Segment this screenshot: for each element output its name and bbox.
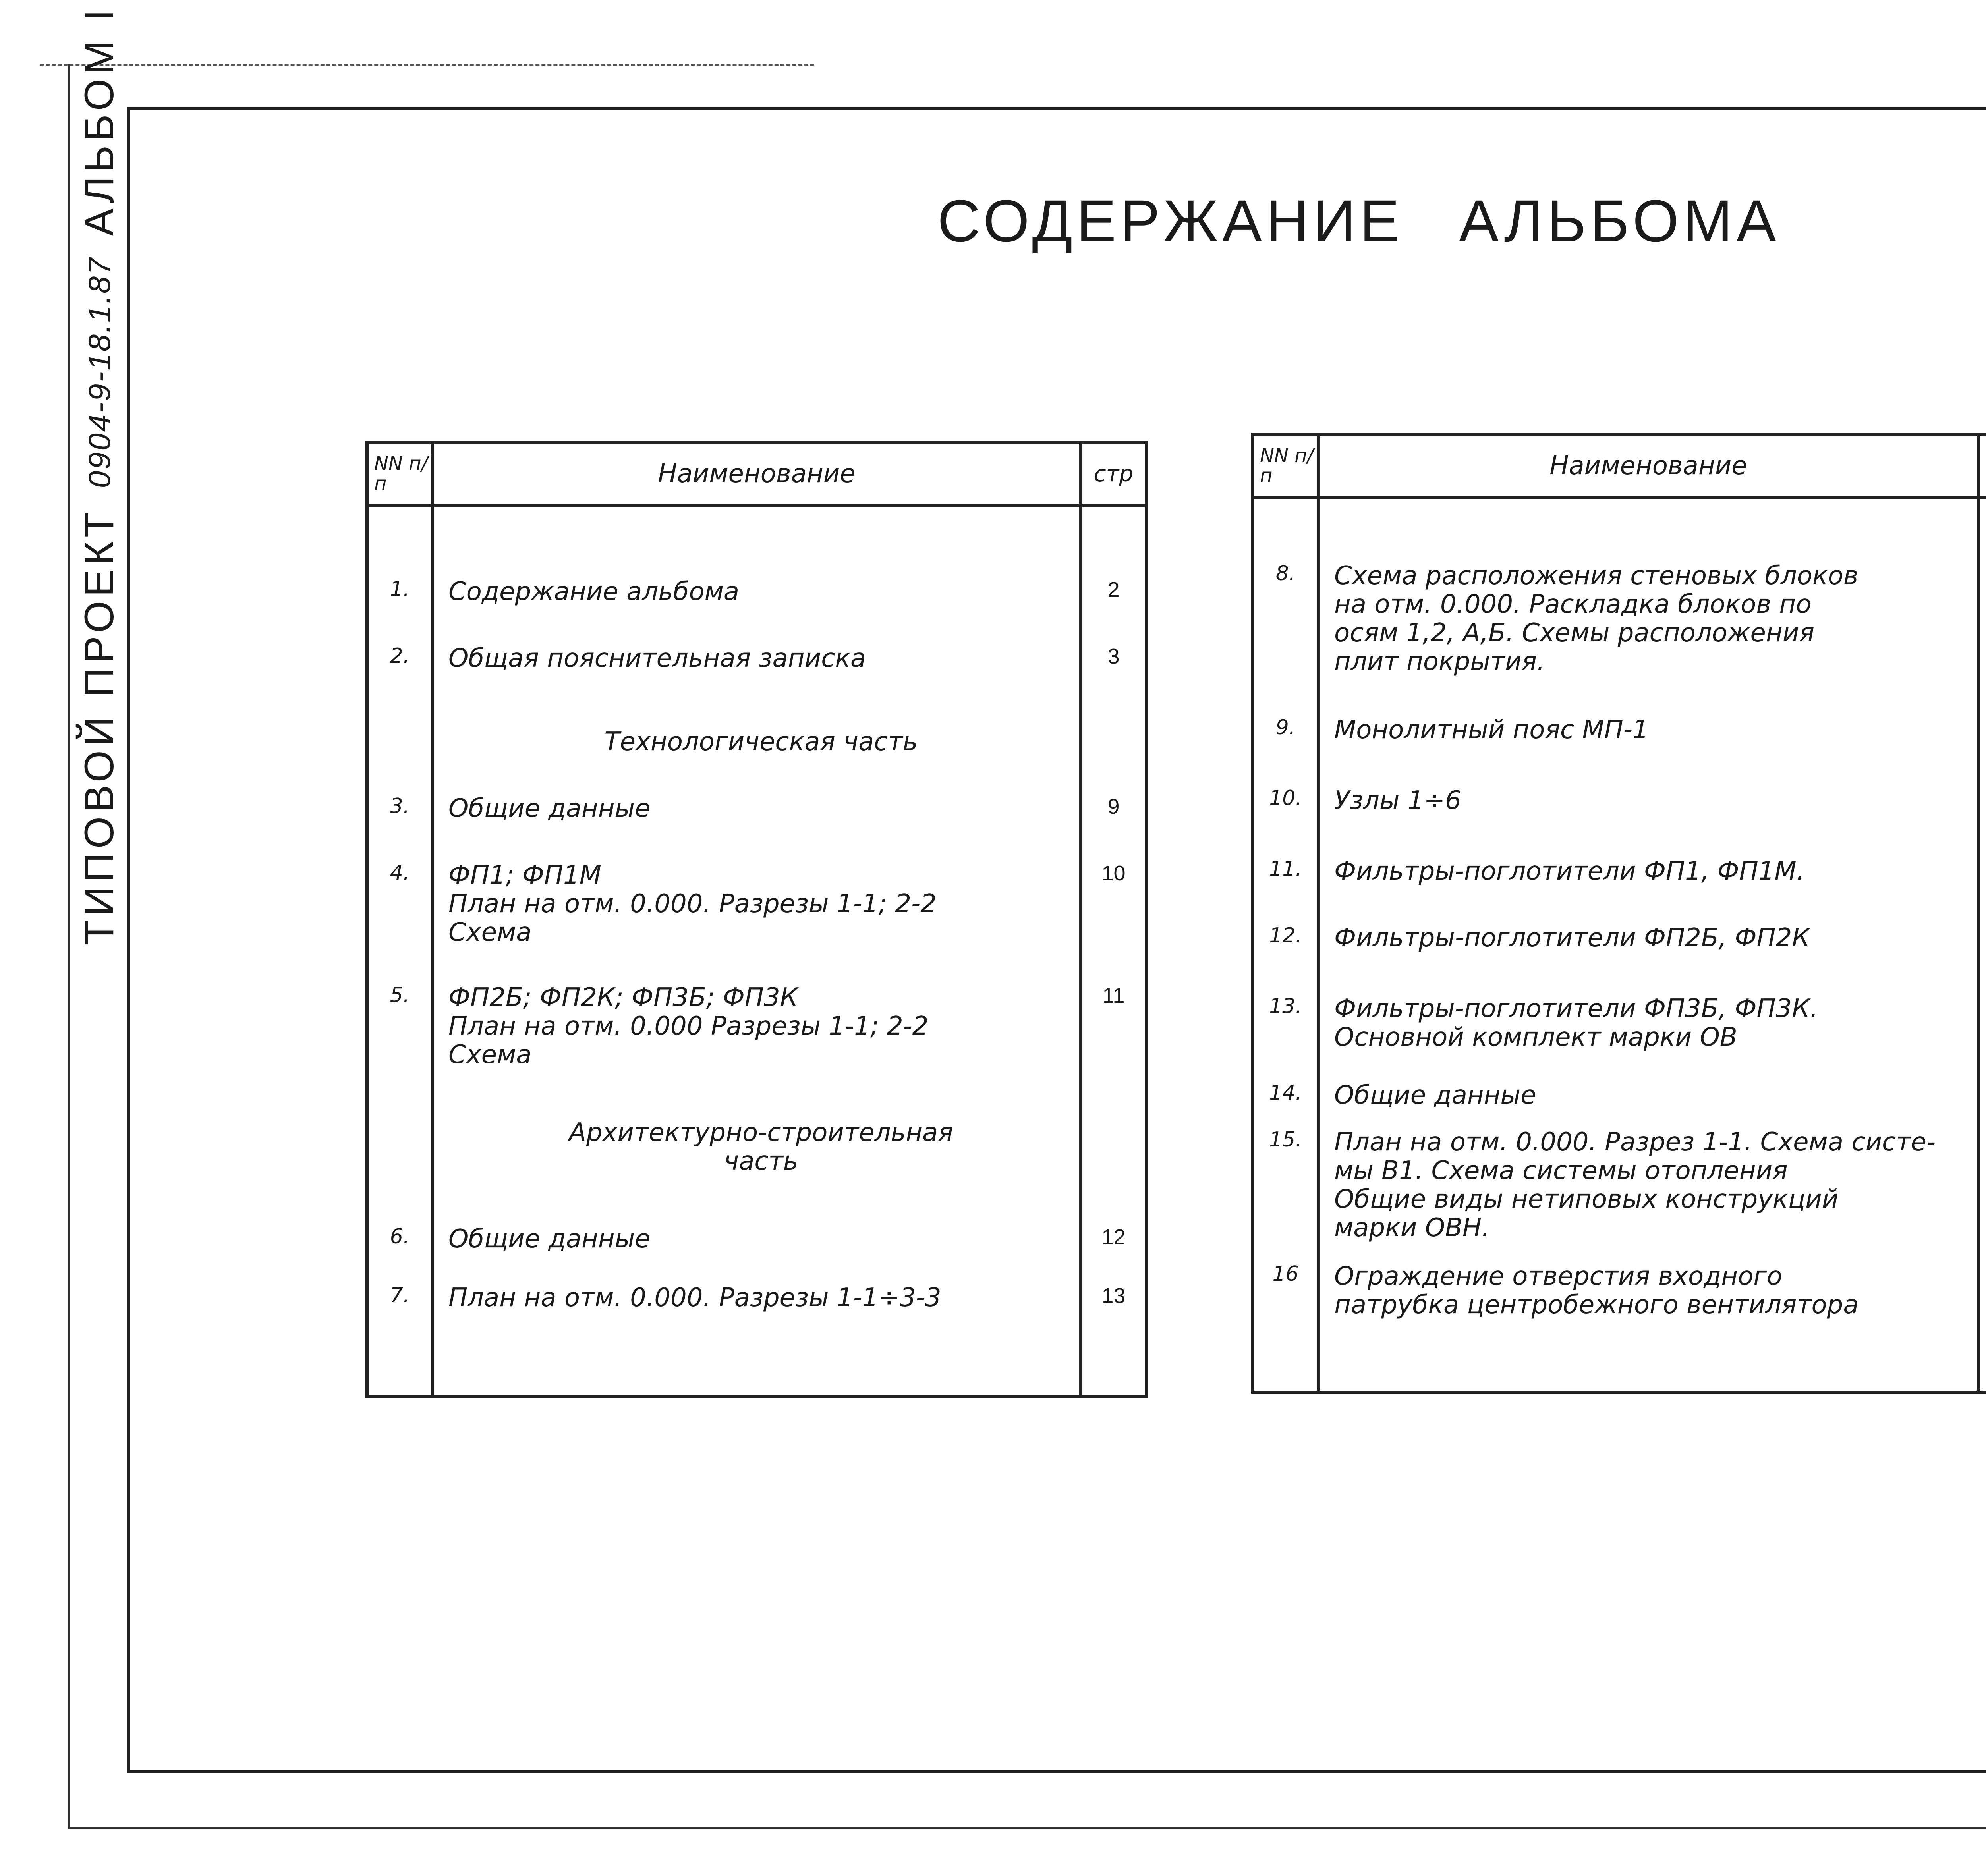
- row-title-line: Основной комплект марки ОВ: [1334, 1023, 1737, 1052]
- row-page: 12: [1081, 1222, 1146, 1280]
- row-page: [1978, 921, 1986, 991]
- header-name: Наименование: [433, 442, 1081, 505]
- row-title-line: Схема расположения стеновых блоков: [1334, 561, 1858, 591]
- row-title: [1318, 1125, 1978, 1259]
- row-title-line: Технологическая часть: [604, 727, 918, 757]
- row-page: 2: [1081, 574, 1146, 641]
- row-page: [1978, 991, 1986, 1078]
- header-num: NN п/п: [367, 442, 433, 505]
- side-label-album: АЛЬБОМ I: [76, 5, 122, 236]
- row-title-line: Общие данные: [448, 1224, 651, 1254]
- table-filler-row: [367, 1347, 1146, 1396]
- side-label: [68, 5, 131, 945]
- row-title: [1318, 558, 1978, 712]
- row-title-line: плит покрытия.: [1334, 647, 1545, 676]
- header-page: стр: [1081, 442, 1146, 505]
- row-title-line: Общие виды нетиповых конструкций: [1334, 1185, 1839, 1214]
- row-title-line: часть: [724, 1146, 798, 1176]
- row-title-line: Общие данные: [1334, 1081, 1536, 1110]
- table-spacer-row: [1253, 497, 1986, 558]
- header-name: Наименование: [1318, 434, 1978, 497]
- row-number: 8.: [1253, 558, 1318, 712]
- page-title-word1: СОДЕРЖАНИЕ: [937, 187, 1404, 254]
- row-page: 10: [1081, 858, 1146, 980]
- row-page: [1978, 783, 1986, 854]
- table-row: [367, 791, 1146, 858]
- section-heading: [433, 712, 1081, 791]
- row-number: [367, 1102, 433, 1222]
- table-row: [1253, 712, 1986, 783]
- row-title-line: на отм. 0.000. Раскладка блоков по: [1334, 590, 1812, 619]
- row-title-line: План на отм. 0.000. Разрез 1-1. Схема систе-: [1334, 1127, 1936, 1157]
- row-number: 9.: [1253, 712, 1318, 783]
- row-title-line: Фильтры-поглотители ФП1, ФП1М.: [1334, 857, 1805, 886]
- table-spacer-row: [367, 505, 1146, 574]
- table-row: [367, 574, 1146, 641]
- table-row: [367, 1222, 1146, 1280]
- row-title-line: Схема: [448, 918, 532, 947]
- row-number: [367, 712, 433, 791]
- row-number: 16: [1253, 1259, 1318, 1341]
- table-row: [1253, 991, 1986, 1078]
- row-title-line: План на отм. 0.000. Разрезы 1-1÷3-3: [448, 1283, 941, 1312]
- row-page: [1081, 1102, 1146, 1222]
- row-page: [1978, 854, 1986, 921]
- row-page: 9: [1081, 791, 1146, 858]
- table-row: [367, 858, 1146, 980]
- row-page: [1978, 1259, 1986, 1341]
- table-row: [1253, 1078, 1986, 1125]
- row-title: [1318, 1078, 1978, 1125]
- row-title-line: патрубка центробежного вентилятора: [1334, 1290, 1859, 1320]
- row-number: 10.: [1253, 783, 1318, 854]
- row-number: 3.: [367, 791, 433, 858]
- row-page: [1978, 1125, 1986, 1259]
- table-row: [1253, 558, 1986, 712]
- row-page: [1978, 1078, 1986, 1125]
- row-page: [1081, 712, 1146, 791]
- table-row: [1253, 1125, 1986, 1259]
- row-title: [1318, 854, 1978, 921]
- table-row: [1253, 854, 1986, 921]
- row-number: 11.: [1253, 854, 1318, 921]
- row-title: [1318, 783, 1978, 854]
- row-title-line: Содержание альбома: [448, 577, 740, 606]
- row-title-line: Схема: [448, 1040, 532, 1069]
- row-title-line: Архитектурно-строительная: [569, 1118, 953, 1147]
- table-row: [367, 1280, 1146, 1347]
- side-label-code: 0904-9-18.1.87: [82, 256, 117, 488]
- side-label-project: ТИПОВОЙ ПРОЕКТ: [76, 508, 122, 945]
- row-title-line: План на отм. 0.000. Разрезы 1-1; 2-2: [448, 889, 937, 919]
- row-page: 11: [1081, 980, 1146, 1102]
- row-title: [1318, 712, 1978, 783]
- row-number: 12.: [1253, 921, 1318, 991]
- row-number: 5.: [367, 980, 433, 1102]
- row-number: 1.: [367, 574, 433, 641]
- header-num: NN п/п: [1253, 434, 1318, 497]
- row-title-line: Фильтры-поглотители ФП2Б, ФП2К: [1334, 923, 1810, 953]
- row-title: [433, 858, 1081, 980]
- row-title: [433, 791, 1081, 858]
- page-title-word2: АЛЬБОМА: [1459, 187, 1780, 254]
- row-page: 3: [1081, 641, 1146, 712]
- row-number: 6.: [367, 1222, 433, 1280]
- row-page: 13: [1081, 1280, 1146, 1347]
- table-row: [367, 980, 1146, 1102]
- row-title-line: ФП2Б; ФП2К; ФП3Б; ФП3К: [448, 983, 798, 1012]
- row-title-line: Ограждение отверстия входного: [1334, 1262, 1783, 1291]
- table-row: [1253, 1259, 1986, 1341]
- row-number: 14.: [1253, 1078, 1318, 1125]
- row-title-line: Фильтры-поглотители ФП3Б, ФП3К.: [1334, 994, 1818, 1023]
- table-row: [367, 641, 1146, 712]
- table-row: [367, 1102, 1146, 1222]
- header-page: [1978, 434, 1986, 497]
- table-row: [367, 712, 1146, 791]
- row-title: [433, 574, 1081, 641]
- row-page: [1978, 712, 1986, 783]
- row-title: [433, 1222, 1081, 1280]
- page-title: [937, 187, 1780, 255]
- row-title: [1318, 991, 1978, 1078]
- row-title-line: Узлы 1÷6: [1334, 786, 1461, 815]
- row-title: [1318, 1259, 1978, 1341]
- row-number: 15.: [1253, 1125, 1318, 1259]
- table-filler-row: [1253, 1341, 1986, 1392]
- row-title-line: осям 1,2, А,Б. Схемы расположения: [1334, 618, 1814, 648]
- section-heading: [433, 1102, 1081, 1222]
- table-row: [1253, 921, 1986, 991]
- row-title-line: Монолитный пояс МП-1: [1334, 715, 1649, 745]
- row-title-line: ФП1; ФП1М: [448, 861, 601, 890]
- row-title-line: Общие данные: [448, 794, 651, 823]
- row-page: [1978, 558, 1986, 712]
- row-title-line: План на отм. 0.000 Разрезы 1-1; 2-2: [448, 1011, 929, 1041]
- contents-table-left: [365, 441, 1148, 1398]
- row-title-line: марки ОВН.: [1334, 1213, 1490, 1243]
- contents-table-right: [1251, 433, 1986, 1394]
- row-number: 2.: [367, 641, 433, 712]
- row-title: [1318, 921, 1978, 991]
- row-title: [433, 980, 1081, 1102]
- row-title: [433, 1280, 1081, 1347]
- row-number: 13.: [1253, 991, 1318, 1078]
- row-title: [433, 641, 1081, 712]
- row-number: 7.: [367, 1280, 433, 1347]
- row-title-line: мы В1. Схема системы отопления: [1334, 1156, 1788, 1185]
- row-title-line: Общая пояснительная записка: [448, 644, 866, 673]
- table-row: [1253, 783, 1986, 854]
- row-number: 4.: [367, 858, 433, 980]
